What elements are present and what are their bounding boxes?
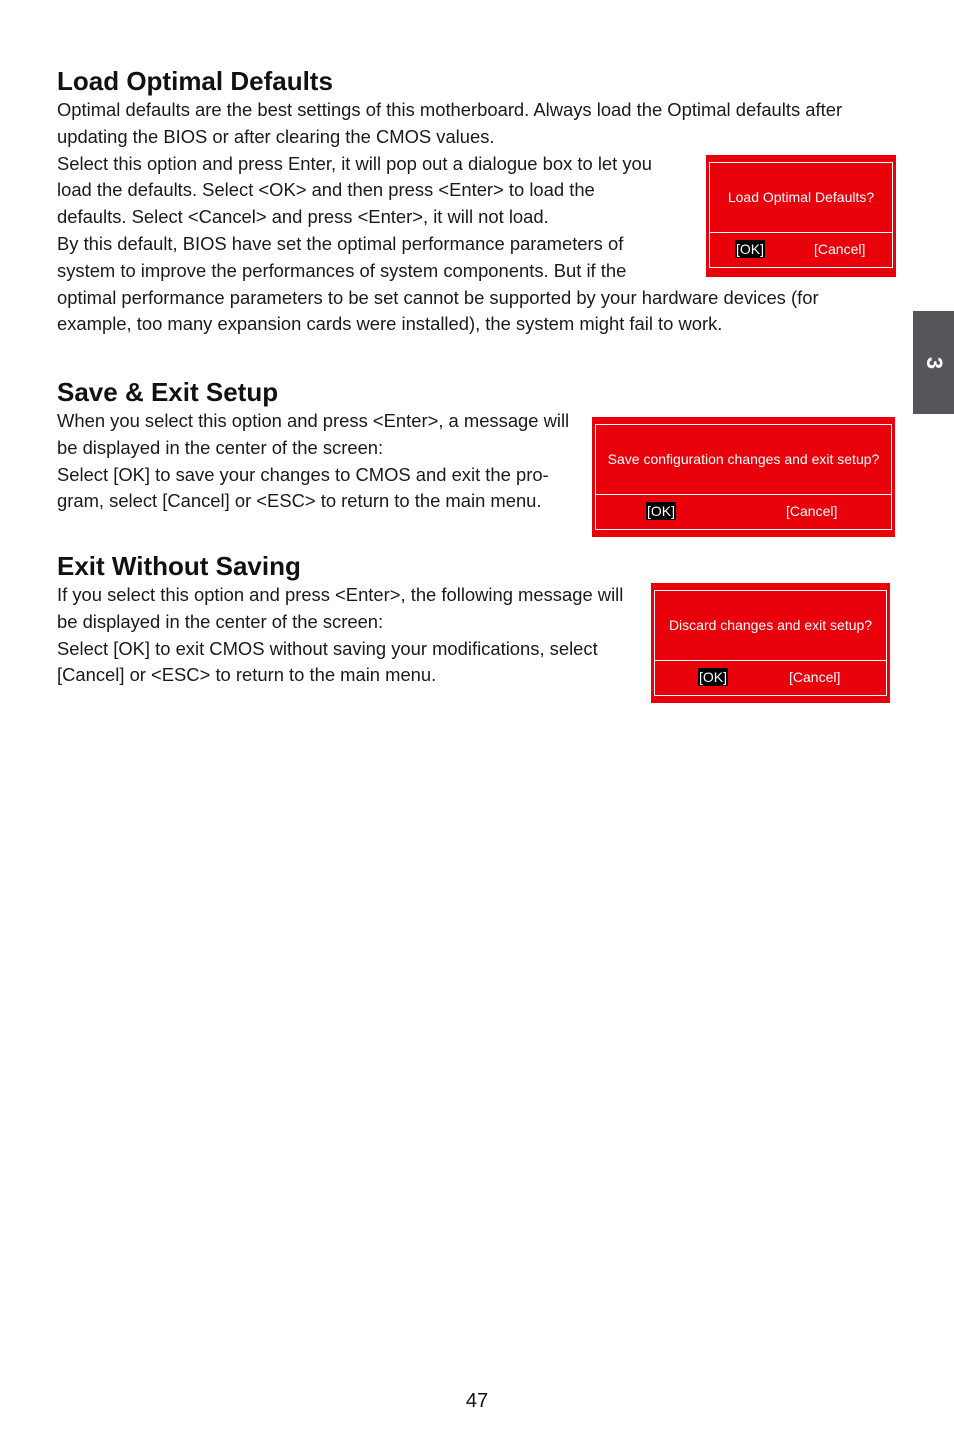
dialog-border xyxy=(595,424,892,530)
section-paragraph: If you select this option and press <Enter>, the following message will be displayed in the center of the screen: xyxy=(57,584,624,632)
section-paragraph: Select this option and press Enter, it will pop out a dialogue box to let you load the defaults. Select <OK> and then press <Enter> to load the defaults. Select <Cancel> and press <Enter>, it will not load. xyxy=(57,152,653,228)
section-exit-without-saving xyxy=(57,551,637,689)
ok-button[interactable]: [OK] xyxy=(699,669,728,685)
cancel-button[interactable]: [Cancel] xyxy=(789,669,841,685)
chapter-tab xyxy=(913,311,954,414)
section-save-exit-setup xyxy=(57,377,582,515)
chapter-tab-label: 3 xyxy=(921,356,947,369)
discard-exit-dialog xyxy=(651,583,890,703)
section-title: Load Optimal Defaults xyxy=(57,66,333,96)
section-paragraph: When you select this option and press <Enter>, a message will be displayed in the center of the screen: xyxy=(57,410,570,458)
section-paragraph: By this default, BIOS have set the optimal performance parameters of system to improve the performances of system components. But if the optimal performance parameters to be set cannot be supported by your hardware devices (for example, too many expansion cards were installed), the system might fail to work. xyxy=(57,232,819,335)
section-paragraph: Optimal defaults are the best settings of this motherboard. Always load the Optimal defaults after updating the BIOS or after clearing the CMOS values. xyxy=(57,99,843,147)
section-load-optimal-defaults xyxy=(57,66,895,338)
dialog-border xyxy=(709,162,893,268)
section-paragraph: Select [OK] to save your changes to CMOS and exit the pro-gram, select [Cancel] or <ESC> to return to the main menu. xyxy=(57,463,549,512)
dialog-border xyxy=(654,590,887,696)
section-title: Save & Exit Setup xyxy=(57,377,279,407)
dialog-divider xyxy=(710,232,892,233)
dialog-message: Save configuration changes and exit setup? xyxy=(607,451,880,467)
dialog-divider xyxy=(596,494,891,495)
cancel-button[interactable]: [Cancel] xyxy=(786,503,838,519)
page-number: 47 xyxy=(465,1390,489,1412)
dialog-divider xyxy=(655,660,886,661)
section-paragraph: Select [OK] to exit CMOS without saving your modifications, select [Cancel] or <ESC> to return to the main menu. xyxy=(57,637,598,686)
ok-button[interactable]: [OK] xyxy=(647,503,676,519)
section-title: Exit Without Saving xyxy=(57,551,301,581)
save-exit-dialog xyxy=(592,417,895,537)
dialog-message: Discard changes and exit setup? xyxy=(668,617,873,633)
ok-button[interactable]: [OK] xyxy=(736,240,765,257)
cancel-button[interactable]: [Cancel] xyxy=(814,240,866,257)
dialog-message: Load Optimal Defaults? xyxy=(727,188,875,205)
dialog-wrapper xyxy=(706,155,896,277)
load-defaults-dialog xyxy=(706,155,896,277)
